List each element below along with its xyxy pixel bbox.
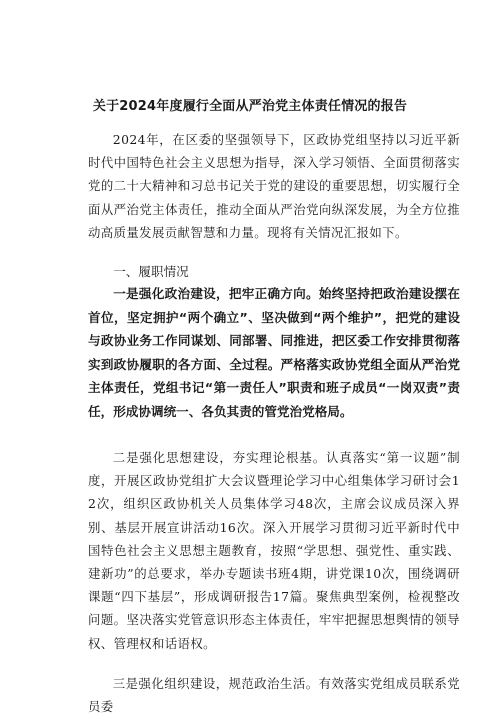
section-heading-performance: 一、履职情况	[113, 264, 189, 279]
point-organizational-building: 三是强化组织建设，规范政治生活。有效落实党组成员联系党员委	[88, 676, 460, 715]
point-political-building: 一是强化政治建设，把牢正确方向。始终坚持把政治建设摆在首位，坚定拥护“两个确立”、坚决做到“两个维护”，把党的建设与政协业务工作同谋划、同部署、同推进，把区委工作安排贯彻落实到政协履职的各方面、全过程。严格落实政协党组全面从严治党主体责任，党组书记“第一责任人”职责和班子成员“一岗双责”责任，形成协调统一、各负其责的管党治党格局。	[88, 286, 460, 419]
intro-paragraph: 2024年，在区委的坚强领导下，区政协党组坚持以习近平新时代中国特色社会主义思想为指导，深入学习领悟、全面贯彻落实党的二十大精神和习总书记关于党的建设的重要思想，切实履行全面从严治党主体责任，推动全面从严治党向纵深发展，为全方位推动高质量发展贡献智慧和力量。现将有关情况汇报如下。	[88, 132, 460, 240]
document-title: 关于2024年度履行全面从严治党主体责任情况的报告	[92, 99, 408, 114]
point-ideological-building: 二是强化思想建设，夯实理论根基。认真落实“第一议题”制度，开展区政协党组扩大会议暨理论学习中心组集体学习研讨会12次，组织区政协机关人员集体学习48次，主席会议成员深入界别、基层开展宣讲活动16次。深入开展学习贯彻习近平新时代中国特色社会主义思想主题教育，按照“学思想、强党性、重实践、建新功”的总要求，举办专题读书班4期，讲党课10次，围绕调研课题“四下基层”，形成调研报告17篇。聚焦典型案例，检视整改问题。坚决落实党管意识形态主体责任，牢牢把握思想舆情的领导权、管理权和话语权。	[88, 450, 460, 651]
